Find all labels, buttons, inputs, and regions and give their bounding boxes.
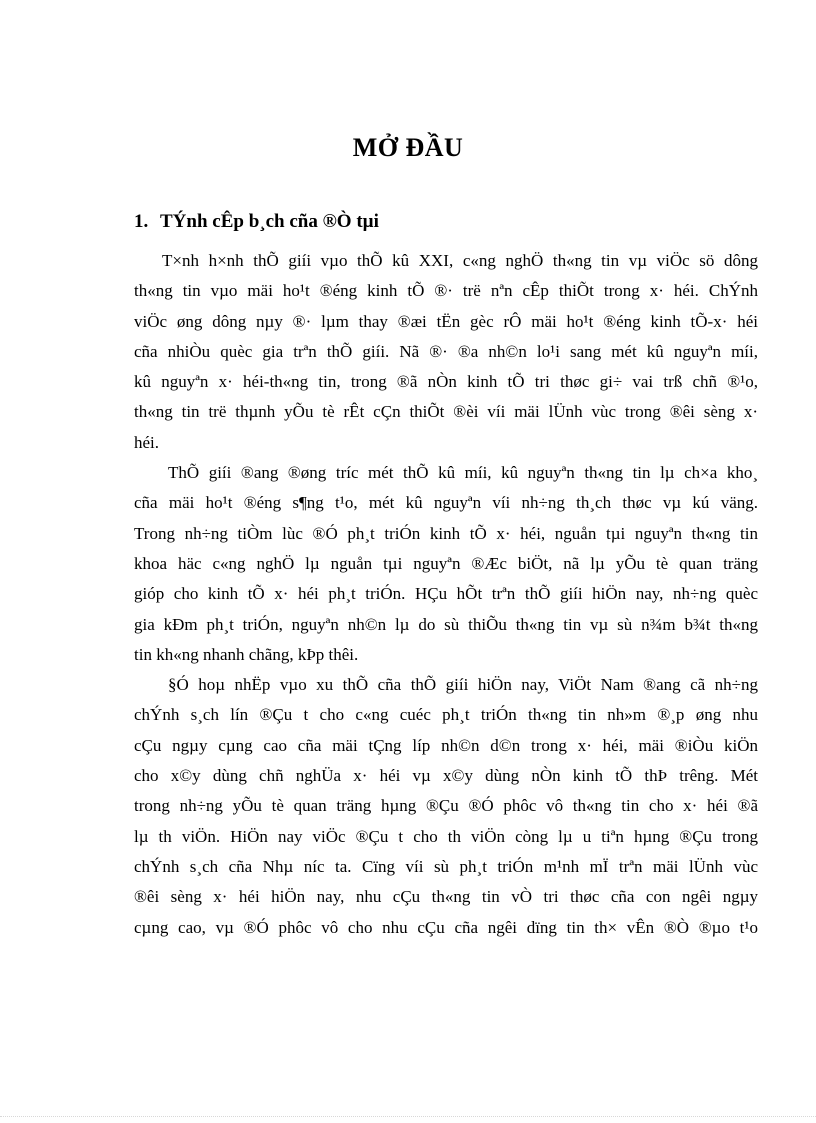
- text-line: chÝnh s¸ch cña Nhµ níc ta. Cïng víi sù ph¸t triÓn m¹nh mÏ trªn mäi lÜnh vùc: [134, 856, 758, 876]
- section-heading-text: TÝnh cÊp b¸ch cña ®Ò tµi: [160, 211, 379, 232]
- paragraph: [134, 670, 758, 943]
- paragraph: [134, 246, 758, 458]
- text-line: kû nguyªn x· héi-th«ng tin, trong ®ã nÒn kinh tÕ tri thøc gi÷ vai trß chñ ®¹o,: [134, 372, 758, 392]
- text-line: gia kÐm ph¸t triÓn, nguyªn nh©n lµ do sù thiÕu th«ng tin vµ sù n¾m b¾t th«ng: [134, 614, 758, 634]
- text-line: cña mäi ho¹t ®éng s¶ng t¹o, mét kû nguyªn víi nh÷ng th¸ch thøc vµ kú väng.: [134, 493, 758, 513]
- section-number: 1.: [134, 211, 149, 232]
- text-line: lµ th viÖn. HiÖn nay viÖc ®Çu t cho th viÖn còng lµ u tiªn hµng ®Çu trong: [134, 826, 758, 846]
- paragraph: [134, 458, 758, 670]
- text-line: th«ng tin vµo mäi ho¹t ®éng kinh tÕ ®· trë nªn cÊp thiÕt trong x· héi. ChÝnh: [134, 281, 758, 301]
- text-line: cho x©y dùng chñ nghÜa x· héi vµ x©y dùng nÒn kinh tÕ thÞ trêng. Mét: [134, 766, 758, 786]
- text-line: T×nh h×nh thÕ giíi vµo thÕ kû XXI, c«ng nghÖ th«ng tin vµ viÖc sö dông: [162, 251, 758, 270]
- text-line: §Ó hoµ nhËp vµo xu thÕ cña thÕ giíi hiÖn nay, ViÖt Nam ®ang cã nh÷ng: [168, 675, 758, 695]
- text-line: ThÕ giíi ®ang ®øng tríc mét thÕ kû míi, kû nguyªn th«ng tin lµ ch×a kho¸: [168, 463, 758, 483]
- text-line: Trong nh÷ng tiÒm lùc ®Ó ph¸t triÓn kinh tÕ x· héi, nguån tµi nguyªn th«ng tin: [134, 523, 758, 543]
- document-body: [134, 246, 758, 943]
- text-line: th«ng tin trë thµnh yÕu tè rÊt cÇn thiÕt ®èi víi mäi lÜnh vùc trong ®êi sèng x·: [134, 402, 758, 422]
- text-line: viÖc øng dông nµy ®· lµm thay ®æi tËn gèc rÔ mäi ho¹t ®éng kinh tÕ-x· héi: [134, 311, 758, 331]
- text-line: cÇu ngµy cµng cao cña mäi tÇng líp nh©n d©n trong x· héi, mäi ®iÒu kiÖn: [134, 735, 758, 755]
- text-line: héi.: [134, 432, 160, 452]
- section-heading: [134, 211, 379, 233]
- page-bottom-border: [0, 1116, 816, 1117]
- text-line: cña nhiÒu quèc gia trªn thÕ giíi. Nã ®· ®a nh©n lo¹i sang mét kû nguyªn míi,: [134, 341, 758, 361]
- text-line: trong nh÷ng yÕu tè quan träng hµng ®Çu ®Ó phôc vô th«ng tin cho x· héi ®ã: [134, 796, 758, 816]
- text-line: tin kh«ng nhanh chãng, kÞp thêi.: [134, 644, 359, 664]
- text-line: chÝnh s¸ch lín ®Çu t cho c«ng cuéc ph¸t triÓn th«ng tin nh»m ®¸p øng nhu: [134, 705, 758, 725]
- text-line: cµng cao, vµ ®Ó phôc vô cho nhu cÇu cña ngêi dïng tin th× vÊn ®Ò ®µo t¹o: [134, 917, 758, 937]
- text-line: ®êi sèng x· héi hiÖn nay, nhu cÇu th«ng tin vÒ tri thøc cña con ngêi ngµy: [134, 887, 758, 907]
- text-line: gióp cho kinh tÕ x· héi ph¸t triÓn. HÇu hÕt trªn thÕ giíi hiÖn nay, nh÷ng quèc: [134, 584, 758, 604]
- page-title: MỞ ĐẦU: [352, 133, 464, 162]
- text-line: khoa häc c«ng nghÖ lµ nguån tµi nguyªn ®Æc biÖt, nã lµ yÕu tè quan träng: [134, 553, 758, 573]
